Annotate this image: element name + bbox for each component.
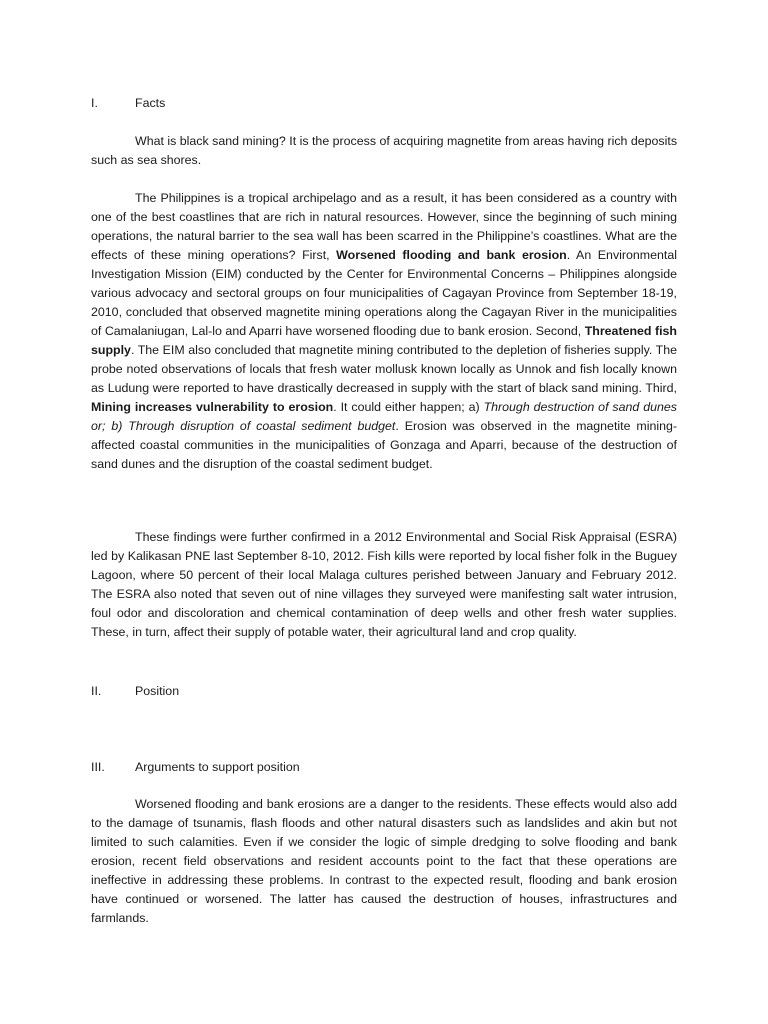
bold-phrase-worsened-flooding: Worsened flooding and bank erosion xyxy=(336,248,567,262)
bold-phrase-vulnerability-erosion: Mining increases vulnerability to erosion xyxy=(91,400,334,414)
italic-phrase-erosion-causes: Through destruction of sand dunes or; b) Through disruption of coastal sediment budget xyxy=(91,400,677,433)
text-run: . It could either happen; a) xyxy=(333,400,484,414)
paragraph-arguments: Worsened flooding and bank erosions are a danger to the residents. These effects would also add to the damage of tsunamis, flash floods and other natural disasters such as landslides and akin but not limited to such calamities. Even if we consider the logic of simple dredging to solve flooding and bank erosion, recent field observations and resident accounts point to the fact that these operations are ineffective in addressing these problems. In contrast to the expected result, flooding and bank erosion have continued or worsened. The latter has caused the destruction of houses, infrastructures and farmlands. xyxy=(91,797,677,925)
section-title: Position xyxy=(135,684,180,698)
text-run: . The EIM also concluded that magnetite mining contributed to the depletion of fisheries supply. The probe noted observations of locals that fresh water mollusk known locally as Unnok and fish locally known as Ludung were reported to have drastically decreased in supply with the start of black sand mining. Third, xyxy=(91,343,677,395)
text-run: . Erosion was observed in the magnetite mining-affected coastal communities in the municipalities of Gonzaga and Aparri, because of the destruction of sand dunes and the disruption of the coastal sediment budget. xyxy=(91,419,678,471)
section-number: II. xyxy=(91,684,102,698)
section-number: III. xyxy=(91,760,105,774)
text-run: The Philippines is a tropical archipelago and as a result, it has been considered as a country with one of the best coastlines that are rich in natural resources. However, since the beginning of such mining operations, the natural barrier to the sea wall has been scarred in the Philippine’s coastlines. What are the effects of these mining operations? First, xyxy=(91,191,677,262)
paragraph-esra-findings: These findings were further confirmed in a 2012 Environmental and Social Risk Appraisal (ESRA) led by Kalikasan PNE last September 8-10, 2012. Fish kills were reported by local fisher folk in the Buguey Lagoon, where 50 percent of their local Malaga cultures perished between January and February 2012. The ESRA also noted that seven out of nine villages they surveyed were manifesting salt water intrusion, foul odor and discoloration and chemical contamination of deep wells and other fresh water supplies. These, in turn, affect their supply of potable water, their agricultural land and crop quality. xyxy=(91,530,677,639)
section-title: Facts xyxy=(135,96,166,110)
section-number: I. xyxy=(91,96,98,110)
section-title: Arguments to support position xyxy=(135,760,300,774)
text-run: . An Environmental Investigation Mission (EIM) conducted by the Center for Environmental Concerns – Philippines alongside various advocacy and sectoral groups on four municipalities of Cagayan Province from September 18-19, 2010, concluded that observed magnetite mining operations along the Cagayan River in the municipalities of Camalaniugan, Lal-lo and Aparri have worsened flooding due to bank erosion. Second, xyxy=(91,248,677,338)
bold-phrase-threatened-fish: Threatened fish supply xyxy=(91,324,677,357)
paragraph-black-sand-definition: What is black sand mining? It is the process of acquiring magnetite from areas having rich deposits such as sea shores. xyxy=(91,134,678,167)
paragraph-effects-of-mining xyxy=(91,189,677,474)
